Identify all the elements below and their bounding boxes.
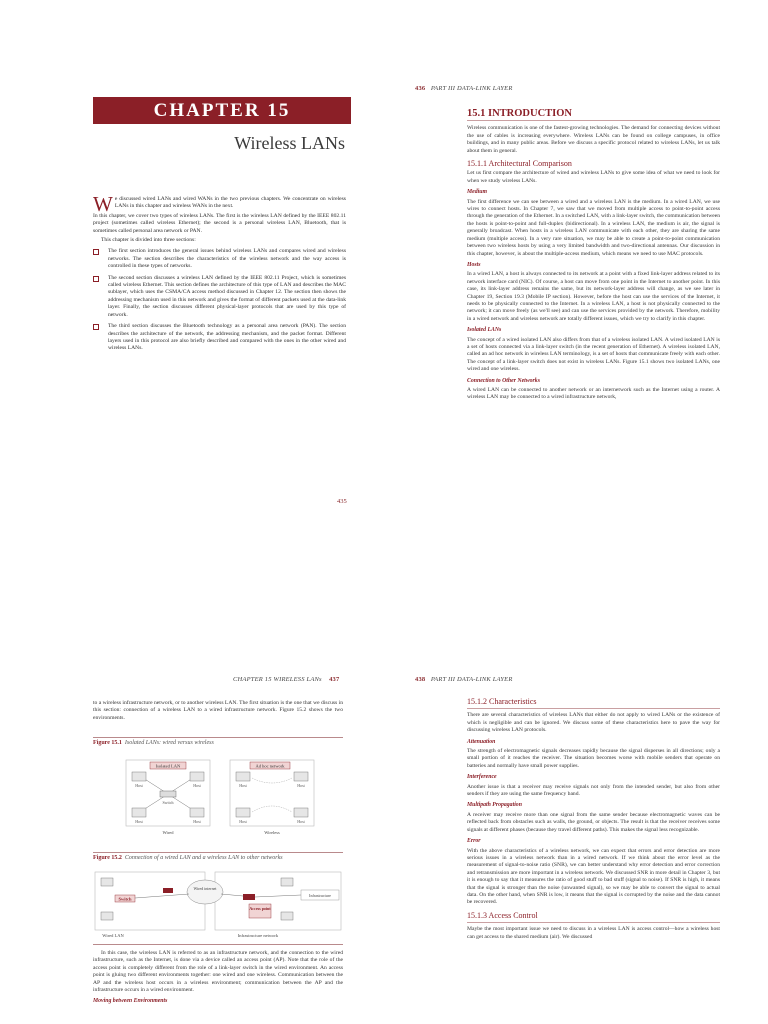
chapter-title: Wireless LANs (234, 133, 345, 153)
figure-label: Figure 15.2 (93, 855, 122, 861)
infra-network-label: Infrastructure network (237, 933, 279, 938)
paragraph: Maybe the most important issue we need to discuss in a wireless LAN is access control—how a wireless host can get access to the shared medium (air). We discussed (467, 926, 720, 940)
figure-caption (93, 740, 343, 746)
figure-title: Connection of a wired LAN and a wireless LAN to other networks (124, 855, 283, 861)
paragraph: The first difference we can see between a wired and a wireless LAN is the medium. In a wired LAN, we use wires to connect hosts. In Chapter 7, we saw that we moved from multiple access to point-to-point access through the generation of the Ethernet. In a switched LAN, with a link-layer switch, the communication between the hosts is point-to-point and full-duplex (bidirectional). In a wireless LAN, the medium is air, the signal is generally broadcast. When hosts in a wireless LAN communicate with each other, they are sharing the same medium (multiple access). In a very rare situation, we may be able to create a point-to-point communication between two wireless hosts by using a very limited bandwidth and two-directional antennas. Our discussion in this chapter, however, is about the multiple-access medium, which means we need to use MAC protocols. (467, 198, 720, 257)
page-number: 436 (415, 85, 426, 92)
switch-label: Switch (162, 800, 174, 805)
page-438 (384, 512, 768, 1024)
subsection-heading: 15.1.3 Access Control (467, 912, 720, 923)
paragraph: The concept of a wired isolated LAN also differs from that of a wireless isolated LAN. A wired isolated LAN is a set of hosts connected via a link-layer switch (in the recent generation of Ethernet). A wireless isolated LAN, called an ad hoc network in wireless LAN terminology, is a set of hosts that communicate freely with each other. The concept of a link-layer switch does not exist in wireless LANs. Figure 15.1 shows two isolated LANs, one wired and one wireless. (467, 336, 720, 373)
infrastructure-label: Infrastructure (309, 893, 331, 898)
wireless-label: Wireless (264, 830, 280, 835)
topic-heading: Attenuation (467, 738, 496, 745)
host-icon (281, 878, 293, 886)
host-icon (294, 772, 308, 781)
bullet-item: The first section introduces the general issues behind wireless LANs and compares wired and wireless networks. The section describes the characteristics of the wireless network and the way access is controlled in these types of networks. (93, 248, 346, 270)
host-icon (190, 772, 204, 781)
page-number: 438 (415, 676, 426, 683)
section-heading: 15.1 INTRODUCTION (467, 110, 720, 121)
wired-lan-label: Wired LAN (102, 933, 124, 938)
host-icon (236, 808, 250, 817)
figure-caption (93, 855, 343, 861)
page-number: 437 (329, 676, 340, 683)
topic-heading: Error (467, 838, 481, 845)
paragraph: Let us first compare the architecture of wired and wireless LANs to give some idea of what we need to look for when we study wireless LANs. (467, 170, 720, 184)
paragraph: In this case, the wireless LAN is referred to as an infrastructure network, and the connection to the wired infrastructure, such as the Internet, is done via a device called an access point (AP). Note that the role of the access point is completely different from the role of a link-layer switch in the wired environment. An access point is gluing two different environments together: one wired and one wireless. Communication between the AP and the wireless host occurs in a wireless environment; communication between the AP and the infrastructure occurs in a wired environment. (93, 950, 343, 994)
topic-heading: Connection to Other Networks (467, 377, 540, 384)
figure-15-2-diagram (93, 868, 343, 940)
wired-internet-cloud (187, 880, 223, 904)
paragraph: The strength of electromagnetic signals decreases rapidly because the signal disperses in all directions; only a small portion of it reaches the receiver. The situation becomes worse with mobile senders that operate on batteries and normally have small power supplies. (467, 748, 720, 769)
text-column (93, 950, 343, 1008)
chapter-label: CHAPTER 15 (153, 100, 291, 121)
page-435 (0, 0, 384, 512)
host-icon (294, 808, 308, 817)
drop-cap: W (93, 192, 113, 216)
host-label: Host (135, 819, 143, 824)
intro-paragraph: e discussed wired LANs and wired WANs in the two previous chapters. We concentrate on wireless LANs in this chapter and wireless WANs in the next. (114, 196, 346, 210)
page-437 (0, 512, 384, 1024)
router-icon (243, 894, 255, 900)
host-label: Host (297, 783, 305, 788)
figure-rule (93, 944, 343, 945)
bullet-item: The second section discusses a wireless LAN defined by the IEEE 802.11 Project, which is sometimes called wireless Ethernet. This section defines the architecture of this type of LAN and describes the MAC sublayer, which uses the CSMA/CA access method discussed in Chapter 12. The section then shows the addressing mechanism used in this network and gives the format of different packets used at the data-link layer. Finally, the section discusses different physical-layer protocols that are used by this type of network. (93, 275, 346, 319)
paragraph: Another issue is that a receiver may receive signals not only from the intended sender, but also from other senders if they are using the same frequency band. (467, 783, 720, 798)
host-icon (281, 912, 293, 920)
paragraph: In a wired LAN, a host is always connected to its network at a point with a fixed link-layer address related to its network interface card (NIC). Of course, a host can move from one point in the Internet to another point. In this case, its link-layer address remains the same, but its network-layer address will change, as we see later in Chapter 19, Section 19.3 (Mobile IP section). However, before the host can use the services of the Internet, it needs to be physically connected to the Internet. In a wireless LAN, a host is not physically connected to the network; it can move freely (as we'll see) and can use the services provided by the network. Therefore, mobility in a wired network and wireless network are totally different issues, which we try to clarify in this chapter. (467, 271, 720, 322)
paragraph: A receiver may receive more than one signal from the same sender because electromagnetic waves can be reflected back from obstacles such as walls, the ground, or objects. The result is that the receiver receives some signals at different phases (because they travel different paths). This makes the signal less recognizable. (467, 811, 720, 833)
topic-heading: Isolated LANs (467, 327, 502, 334)
text-column (467, 110, 720, 405)
access-point-label: Access point (249, 906, 271, 911)
running-head-text: PART III DATA-LINK LAYER (430, 85, 513, 92)
adhoc-label: Ad hoc network (255, 763, 285, 769)
host-icon (132, 772, 146, 781)
figure-title: Isolated LANs: wired versus wireless (124, 740, 214, 746)
page-number: 435 (337, 498, 347, 505)
host-label: Host (135, 783, 143, 788)
host-icon (236, 772, 250, 781)
host-label: Host (239, 819, 247, 824)
host-icon (101, 912, 113, 920)
chapter-banner (93, 97, 351, 124)
paragraph: In this chapter, we cover two types of wireless LANs. The first is the wireless LAN defined by the IEEE 802.11 project (sometimes called wireless Ethernet); the second is a personal wireless LAN, Bluetooth, that is sometimes called personal area network or PAN. (93, 212, 346, 234)
topic-heading: Hosts (467, 261, 481, 268)
topic-heading: Multipath Propagation (467, 802, 522, 809)
switch-icon (160, 791, 176, 797)
bullet-item: The third section discusses the Bluetooth technology as a personal area network (PAN). The section describes the architecture of the network, the addressing mechanism, and the packet format. Different layers used in this protocol are also briefly described and compared with the ones in the other wired and wireless LANs. (93, 323, 346, 353)
host-label: Host (239, 783, 247, 788)
chapter-intro (93, 192, 346, 357)
host-icon (132, 808, 146, 817)
paragraph: to a wireless infrastructure network, or to another wireless LAN. The first situation is the one that we discuss in this section: connection of a wireless LAN to a wired infrastructure network. Figure 15.2 shows the two environments. (93, 700, 343, 721)
wired-label: Wired (162, 830, 174, 835)
topic-heading: Interference (467, 774, 497, 781)
host-icon (190, 808, 204, 817)
wired-internet-label: Wired internet (193, 886, 217, 891)
host-label: Host (297, 819, 305, 824)
subsection-heading: 15.1.1 Architectural Comparison (467, 159, 572, 169)
running-head-text: CHAPTER 15 WIRELESS LANs (233, 676, 322, 683)
host-label: Host (193, 783, 201, 788)
host-label: Host (193, 819, 201, 824)
isolated-lan-label: Isolated LAN (155, 763, 181, 769)
paragraph: A wired LAN can be connected to another network or an internetwork such as the Internet using a router. A wireless LAN may be connected to a wired infrastructure network, (467, 387, 720, 401)
paragraph: With the above characteristics of a wireless network, we can expect that errors and error detection are more serious issues in a wireless network than in a wired network. If we think about the error level as the measurement of signal-to-noise ratio (SNR), we can better understand why error detection and error correction and retransmission are more important in a wireless network. We discussed SNR in more detail in Chapter 3, but it is enough to say that it measures the ratio of good stuff to bad stuff (signal to noise). If SNR is high, it means that the signal is stronger than the noise (unwanted signal), so we may be able to convert the signal to actual data. On the other hand, when SNR is low, it means that the signal is corrupted by the noise and the data cannot be recovered. (467, 847, 720, 906)
figure-rule (93, 737, 343, 738)
infrastructure-panel (215, 872, 341, 930)
figure-label: Figure 15.1 (93, 740, 122, 746)
figure-15-1-diagram (120, 756, 320, 840)
text-column (467, 698, 720, 944)
subsection-heading: 15.1.2 Characteristics (467, 698, 720, 709)
paragraph: There are several characteristics of wireless LANs that either do not apply to wired LANs or the existence of which is negligible and can be ignored. We discuss some of these characteristics here to pave the way for discussing wireless LAN protocols. (467, 712, 720, 734)
running-head (415, 85, 513, 92)
paragraph: Wireless communication is one of the fastest-growing technologies. The demand for connecting devices without the use of cables is increasing everywhere. Wireless LANs can be found on college campuses, in office buildings, and in many public areas. Before we discuss a specific protocol related to wireless LANs, let us talk about them in general. (467, 125, 720, 154)
running-head-text: PART III DATA-LINK LAYER (430, 676, 513, 683)
topic-heading: Moving between Environments (93, 998, 168, 1005)
running-head (233, 676, 339, 683)
figure-rule (93, 852, 343, 853)
host-icon (101, 878, 113, 886)
page-436 (384, 0, 768, 512)
running-head (415, 676, 513, 683)
switch-label: Switch (118, 896, 132, 902)
text-column (93, 700, 343, 725)
router-icon (163, 888, 173, 893)
paragraph: This chapter is divided into three sections: (101, 237, 196, 244)
topic-heading: Medium (467, 189, 487, 196)
